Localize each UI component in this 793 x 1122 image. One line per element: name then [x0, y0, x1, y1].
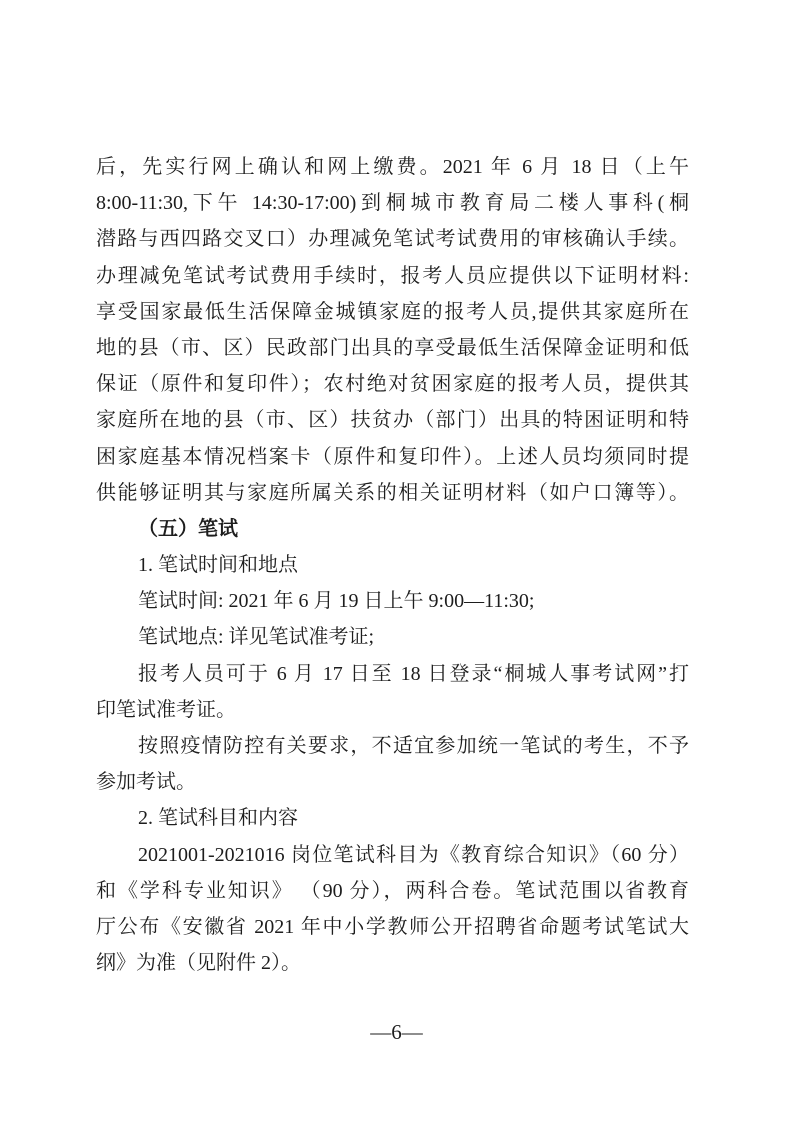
document-line: 厅公布《安徽省 2021 年中小学教师公开招聘省命题考试笔试大 [96, 915, 689, 938]
document-line: 困家庭基本情况档案卡（原件和复印件）。上述人员均须同时提 [96, 445, 689, 468]
document-line: 8:00-11:30,下午 14:30-17:00)到桐城市教育局二楼人事科(桐 [96, 192, 689, 215]
document-line: 办理减免笔试考试费用手续时，报考人员应提供以下证明材料: [96, 264, 689, 287]
document-line: 供能够证明其与家庭所属关系的相关证明材料（如户口簿等）。 [96, 481, 689, 504]
document-line: 后，先实行网上确认和网上缴费。2021 年 6 月 18 日（上午 [96, 156, 689, 178]
document-line: 2021001-2021016 岗位笔试科目为《教育综合知识》（60 分） [138, 843, 689, 866]
document-line: 潜路与西四路交叉口）办理减免笔试考试费用的审核确认手续。 [96, 228, 689, 251]
document-line: 纲》为准（见附件 2）。 [96, 952, 301, 975]
document-line: 按照疫情防控有关要求，不适宜参加统一笔试的考生，不予 [138, 735, 689, 757]
section-heading: （五）笔试 [138, 517, 238, 540]
document-body [96, 149, 689, 981]
document-line: 地的县（市、区）民政部门出具的享受最低生活保障金证明和低 [96, 336, 689, 359]
document-line: 笔试时间: 2021 年 6 月 19 日上午 9:00—11:30; [138, 590, 535, 613]
document-line: 参加考试。 [96, 771, 196, 794]
document-line: 报考人员可于 6 月 17 日至 18 日登录“桐城人事考试网”打 [138, 662, 689, 685]
document-line: 1. 笔试时间和地点 [138, 554, 298, 577]
document-line: 印笔试准考证。 [96, 698, 236, 721]
document-line: 享受国家最低生活保障金城镇家庭的报考人员,提供其家庭所在 [96, 300, 689, 323]
document-line: 和《学科专业知识》 （90 分），两科合卷。笔试范围以省教育 [96, 879, 689, 902]
page-number: —6— [370, 1020, 423, 1044]
document-line: 保证（原件和复印件）；农村绝对贫困家庭的报考人员，提供其 [96, 373, 689, 396]
document-line: 笔试地点: 详见笔试准考证; [138, 626, 375, 649]
document-line: 2. 笔试科目和内容 [138, 807, 298, 830]
document-line: 家庭所在地的县（市、区）扶贫办（部门）出具的特困证明和特 [96, 409, 689, 432]
